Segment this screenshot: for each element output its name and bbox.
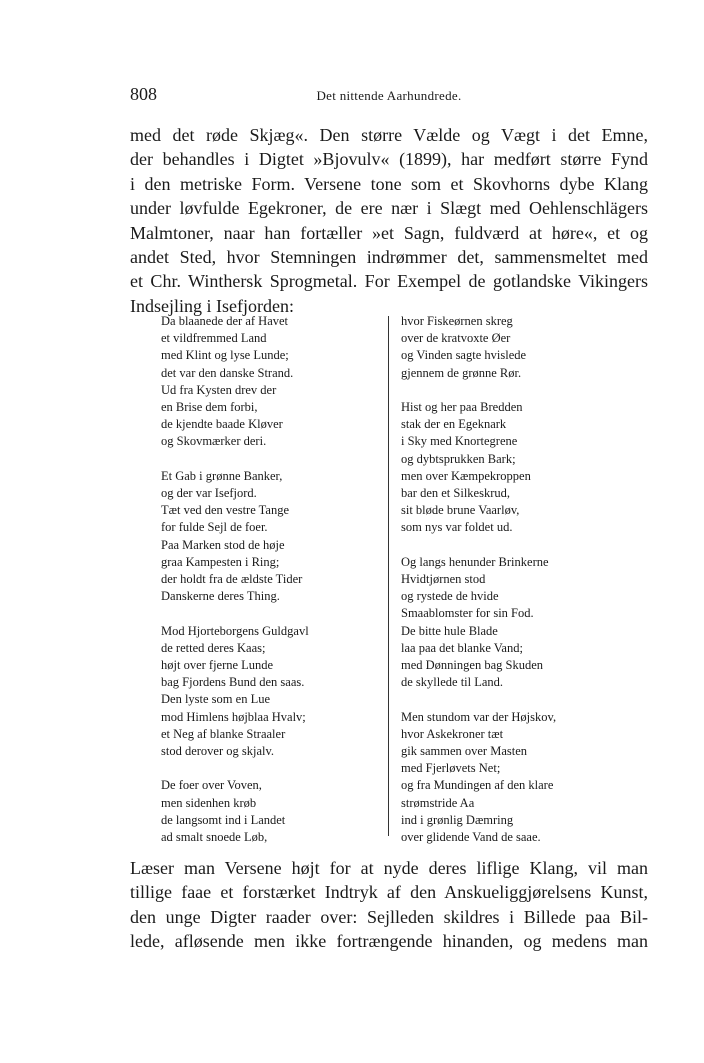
text-line: under løvfulde Egekroner, de ere nær i Slægt med Oehlenschlägers: [130, 198, 648, 219]
verse-line: Og langs henunder Brinkerne: [401, 554, 549, 569]
paragraph-intro: [130, 123, 648, 318]
verse-line: Ud fra Kysten drev der: [161, 382, 277, 397]
verse-line: De bitte hule Blade: [401, 623, 498, 638]
verse-line: Paa Marken stod de høje: [161, 537, 285, 552]
page-header: [130, 84, 648, 106]
verse-line: sit bløde brune Vaarløv,: [401, 503, 520, 518]
text-line: et Chr. Winthersk Sprogmetal. For Exempel de gotlandske Vikingers: [130, 271, 648, 292]
text-line: tillige faae et forstærket Indtryk af den Anskueliggjørelsens Kunst,: [130, 882, 648, 903]
verse-line: et Neg af blanke Straaler: [161, 726, 286, 741]
verse-line: strømstride Aa: [401, 795, 475, 810]
verse-line: som nys var foldet ud.: [401, 520, 513, 535]
verse-line: med Dønningen bag Skuden: [401, 658, 543, 673]
verse-line: og dybtsprukken Bark;: [401, 451, 516, 466]
text-line: den unge Digter raader over: Sejlleden skildres i Billede paa Bil-: [130, 906, 648, 927]
verse-line: ad smalt snoede Løb,: [161, 830, 268, 845]
verse-line: en Brise dem forbi,: [161, 400, 258, 415]
text-line: Malmtoner, naar han fortæller »et Sagn, fuldværd at høre«, et og: [130, 222, 648, 243]
poem-column-left: [161, 313, 381, 863]
poem-column-right: [401, 313, 631, 863]
page-number: 808: [130, 84, 157, 104]
verse-line: Hvidtjørnen stod: [401, 572, 486, 587]
text-line: lede, afløsende men ikke fortrængende hinanden, og medens man: [130, 931, 648, 952]
verse-line: et vildfremmed Land: [161, 331, 267, 346]
verse-line: de kjendte baade Kløver: [161, 417, 283, 432]
verse-line: Mod Hjorteborgens Guldgavl: [161, 623, 309, 638]
verse-line: stak der en Egeknark: [401, 417, 507, 432]
verse-line: Da blaanede der af Havet: [161, 314, 289, 328]
verse-line: det var den danske Strand.: [161, 365, 294, 380]
text-line: med det røde Skjæg«. Den større Vælde og Vægt i det Emne,: [130, 125, 648, 145]
text-line: andet Sted, hvor Stemningen indrømmer det, sammensmeltet med: [130, 247, 648, 268]
verse-line: Hist og her paa Bredden: [401, 400, 523, 414]
verse-line: der holdt fra de ældste Tider: [161, 572, 303, 587]
verse-line: gik sammen over Masten: [401, 744, 528, 759]
verse-line: bar den et Silkeskrud,: [401, 486, 511, 501]
verse-line: Den lyste som en Lue: [161, 692, 271, 707]
verse-line: graa Kampesten i Ring;: [161, 554, 280, 569]
verse-line: med Klint og lyse Lunde;: [161, 348, 289, 363]
verse-line: Smaablomster for sin Fod.: [401, 606, 534, 621]
verse-line: højt over fjerne Lunde: [161, 658, 274, 673]
verse-line: Et Gab i grønne Banker,: [161, 468, 283, 483]
text-line: i den metriske Form. Versene tone som et Skovhorns dybe Klang: [130, 173, 648, 194]
column-divider: [388, 316, 389, 836]
verse-line: hvor Askekroner tæt: [401, 726, 504, 741]
verse-line: laa paa det blanke Vand;: [401, 640, 523, 655]
verse-line: Men stundom var der Højskov,: [401, 709, 557, 724]
verse-line: for fulde Sejl de foer.: [161, 520, 268, 535]
poem-stanza: [401, 399, 631, 537]
running-title: Det nittende Aarhundrede.: [316, 88, 462, 103]
text-line: der behandles i Digtet »Bjovulv« (1899), har medført større Fynd: [130, 149, 648, 170]
verse-line: over de kratvoxte Øer: [401, 331, 511, 346]
verse-line: i Sky med Knortegrene: [401, 434, 518, 449]
verse-line: og Skovmærker deri.: [161, 434, 267, 449]
verse-line: Tæt ved den vestre Tange: [161, 503, 290, 518]
verse-line: de skyllede til Land.: [401, 675, 504, 690]
poem-stanza: [161, 468, 381, 606]
text-line: Indsejling i Isefjorden:: [130, 295, 294, 316]
verse-line: med Fjerløvets Net;: [401, 761, 501, 776]
verse-line: de langsomt ind i Landet: [161, 812, 286, 827]
verse-line: ind i grønlig Dæmring: [401, 812, 514, 827]
verse-line: og rystede de hvide: [401, 589, 499, 604]
text-line: Læser man Versene højt for at nyde deres liflige Klang, vil man: [130, 858, 648, 878]
poem-stanza: [161, 777, 381, 846]
poem-stanza: [161, 623, 381, 761]
verse-line: men sidenhen krøb: [161, 795, 257, 810]
verse-line: og fra Mundingen af den klare: [401, 778, 554, 793]
verse-line: over glidende Vand de saae.: [401, 830, 541, 845]
verse-line: og der var Isefjord.: [161, 486, 257, 501]
poem-stanza: [401, 554, 631, 692]
verse-line: mod Himlens højblaa Hvalv;: [161, 709, 306, 724]
verse-line: hvor Fiskeørnen skreg: [401, 314, 513, 328]
verse-line: og Vinden sagte hvislede: [401, 348, 527, 363]
verse-line: bag Fjordens Bund den saas.: [161, 675, 305, 690]
poem-stanza: [161, 313, 381, 451]
verse-line: De foer over Voven,: [161, 778, 262, 793]
poem-stanza: [401, 709, 631, 847]
verse-line: men over Kæmpekroppen: [401, 468, 531, 483]
poem-stanza: [401, 313, 631, 382]
verse-line: de retted deres Kaas;: [161, 640, 266, 655]
verse-line: stod derover og skjalv.: [161, 744, 275, 759]
verse-line: gjennem de grønne Rør.: [401, 365, 522, 380]
verse-line: Danskerne deres Thing.: [161, 589, 280, 604]
paragraph-commentary: [130, 856, 648, 954]
